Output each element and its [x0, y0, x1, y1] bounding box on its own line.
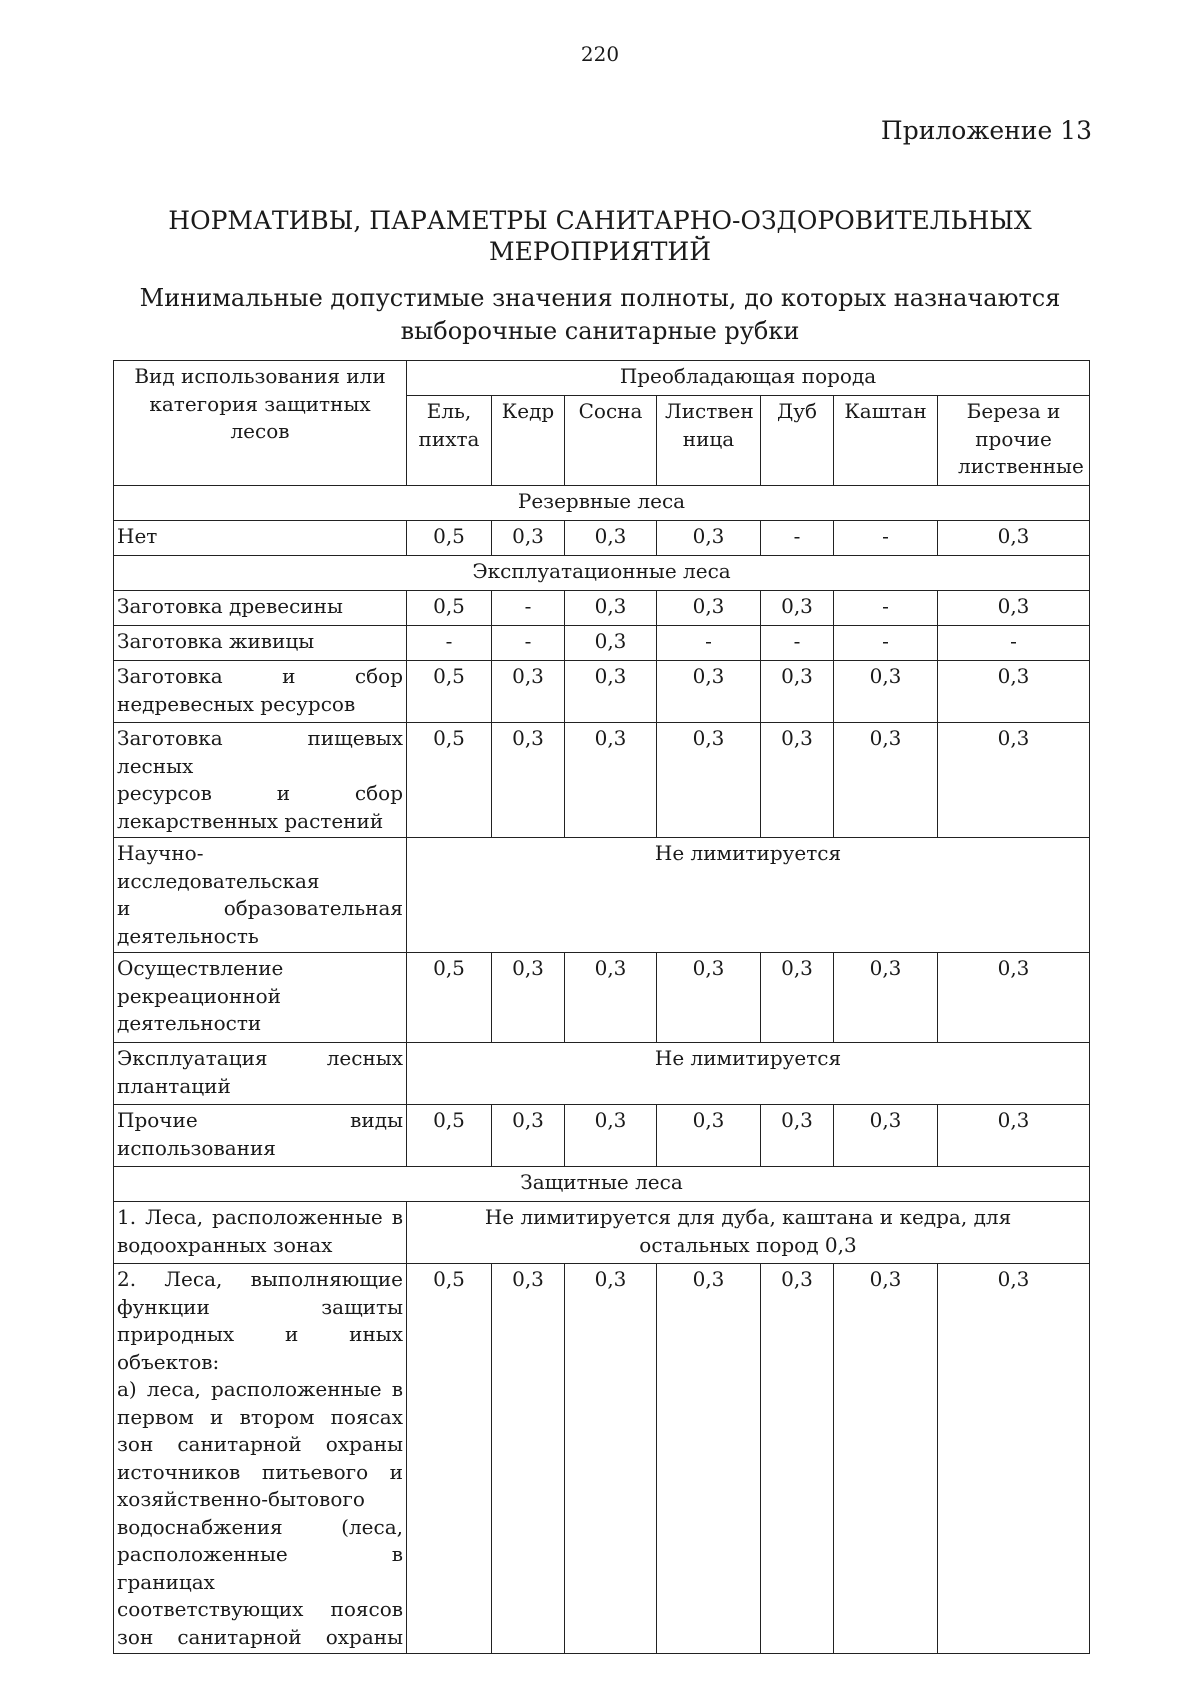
header-row-1 — [114, 361, 1090, 396]
norms-table — [113, 360, 1090, 1654]
value-cell: 0,3 — [761, 591, 834, 626]
value-cell: 0,3 — [657, 661, 761, 723]
value-cell: 0,3 — [492, 723, 565, 838]
row-label-line: водоохранных зонах — [117, 1232, 333, 1257]
row-label-line: водоснабжения (леса, — [117, 1514, 403, 1539]
value-cell: 0,3 — [565, 723, 657, 838]
row-label-line: Осуществление — [117, 956, 284, 980]
value-cell: 0,5 — [407, 953, 492, 1043]
row-label-line: и образовательная — [117, 896, 403, 920]
value-cell: 0,5 — [407, 1264, 492, 1654]
value-cell: - — [761, 626, 834, 661]
row-label-line: объектов: — [117, 1349, 220, 1374]
row-label: Заготовка живицы — [114, 626, 407, 661]
row-label-line: ресурсов и сбор — [117, 781, 403, 805]
value-cell: 0,3 — [492, 521, 565, 556]
row-label-line: использования — [117, 1135, 276, 1160]
value-cell: 0,3 — [565, 1105, 657, 1167]
value-cell: 0,3 — [761, 661, 834, 723]
section-exploitation-forests: Эксплуатационные леса — [114, 556, 1090, 591]
not-limited-cell: Не лимитируется — [407, 1043, 1090, 1105]
value-cell: - — [834, 521, 938, 556]
row-label — [114, 838, 407, 953]
row-label-line: зон санитарной охраны — [117, 1624, 403, 1649]
header-species: Ель, пихта — [407, 396, 492, 486]
value-cell: - — [938, 626, 1090, 661]
row-label-line: хозяйственно-бытового — [117, 1487, 365, 1511]
value-cell: - — [834, 591, 938, 626]
table-row — [114, 591, 1090, 626]
row-label — [114, 723, 407, 838]
table-row — [114, 1105, 1090, 1167]
value-cell: - — [492, 591, 565, 626]
subtitle-line-1: Минимальные допустимые значения полноты, до которых назначаются — [139, 284, 1061, 312]
row-label-line: Заготовка пищевых лесных — [117, 726, 403, 778]
value-cell: - — [761, 521, 834, 556]
row-label-line: первом и втором поясах — [117, 1404, 403, 1429]
value-cell: 0,3 — [938, 521, 1090, 556]
appendix-label: Приложение 13 — [880, 116, 1092, 145]
row-label-line: Заготовка и сбор — [117, 664, 403, 688]
value-cell: 0,3 — [761, 723, 834, 838]
header-species: Сосна — [565, 396, 657, 486]
row-label — [114, 1043, 407, 1105]
row-label: Заготовка древесины — [114, 591, 407, 626]
row-label: Нет — [114, 521, 407, 556]
value-cell: - — [407, 626, 492, 661]
header-usage-type: Вид использования или категория защитных лесов — [114, 361, 407, 486]
header-species: Кедр — [492, 396, 565, 486]
value-cell: 0,3 — [492, 1105, 565, 1167]
value-cell: 0,3 — [565, 1264, 657, 1654]
table-row — [114, 723, 1090, 838]
title-line-2: МЕРОПРИЯТИЙ — [488, 237, 712, 266]
water-zone-note: Не лимитируется для дуба, каштана и кедра, для остальных пород 0,3 — [407, 1202, 1090, 1264]
row-label — [114, 953, 407, 1043]
value-cell: 0,3 — [761, 1264, 834, 1654]
value-cell: 0,5 — [407, 591, 492, 626]
row-label — [114, 661, 407, 723]
value-cell: 0,3 — [657, 591, 761, 626]
row-label-line: лекарственных растений — [117, 808, 384, 833]
row-label-line: деятельности — [117, 1011, 262, 1035]
value-cell: 0,3 — [492, 1264, 565, 1654]
section-row — [114, 556, 1090, 591]
value-cell: 0,3 — [938, 661, 1090, 723]
row-label-line: Прочие виды — [117, 1108, 403, 1132]
page-number: 220 — [580, 42, 620, 66]
table-row — [114, 521, 1090, 556]
value-cell: 0,5 — [407, 1105, 492, 1167]
row-label-line: расположенные в границах — [117, 1542, 403, 1594]
value-cell: 0,3 — [565, 521, 657, 556]
row-label — [114, 1264, 407, 1654]
value-cell: - — [657, 626, 761, 661]
value-cell: 0,3 — [657, 953, 761, 1043]
table-row — [114, 1202, 1090, 1264]
value-cell: 0,3 — [492, 661, 565, 723]
value-cell: 0,3 — [657, 723, 761, 838]
header-species: Дуб — [761, 396, 834, 486]
row-label-line: природных и иных — [117, 1322, 403, 1346]
value-cell: 0,3 — [938, 1105, 1090, 1167]
row-label — [114, 1105, 407, 1167]
section-row — [114, 1167, 1090, 1202]
value-cell: 0,3 — [657, 1264, 761, 1654]
table-row — [114, 661, 1090, 723]
row-label-line: Эксплуатация лесных — [117, 1046, 403, 1070]
row-label-line: источников питьевого и — [117, 1459, 403, 1484]
value-cell: 0,3 — [565, 661, 657, 723]
row-label-line: функции защиты — [117, 1294, 403, 1319]
row-label-line: недревесных ресурсов — [117, 691, 356, 716]
row-label-line: рекреационной — [117, 983, 281, 1008]
subtitle-line-2: выборочные санитарные рубки — [400, 317, 800, 345]
page-title — [0, 205, 1200, 267]
value-cell: - — [492, 626, 565, 661]
value-cell: 0,3 — [657, 521, 761, 556]
value-cell: 0,3 — [565, 591, 657, 626]
value-cell: 0,3 — [834, 1105, 938, 1167]
header-species: Каштан — [834, 396, 938, 486]
table-row — [114, 1043, 1090, 1105]
title-line-1: НОРМАТИВЫ, ПАРАМЕТРЫ САНИТАРНО-ОЗДОРОВИТЕЛЬНЫХ — [168, 206, 1032, 235]
value-cell: 0,3 — [938, 1264, 1090, 1654]
value-cell: 0,3 — [938, 953, 1090, 1043]
value-cell: 0,3 — [657, 1105, 761, 1167]
section-row — [114, 486, 1090, 521]
section-protective-forests: Защитные леса — [114, 1167, 1090, 1202]
row-label-line: зон санитарной охраны — [117, 1432, 403, 1456]
value-cell: 0,3 — [938, 723, 1090, 838]
row-label-line: деятельность — [117, 923, 259, 948]
header-species: Береза и прочие лиственные — [938, 396, 1090, 486]
value-cell: - — [834, 626, 938, 661]
table-row — [114, 626, 1090, 661]
value-cell: 0,3 — [565, 626, 657, 661]
row-label-line: 2. Леса, выполняющие — [117, 1267, 403, 1291]
row-label-line: 1. Леса, расположенные в — [117, 1205, 403, 1229]
section-reserve-forests: Резервные леса — [114, 486, 1090, 521]
value-cell: 0,3 — [834, 661, 938, 723]
value-cell: 0,5 — [407, 521, 492, 556]
row-label-line: соответствующих поясов — [117, 1597, 403, 1621]
page-subtitle — [0, 282, 1200, 348]
value-cell: 0,3 — [565, 953, 657, 1043]
row-label — [114, 1202, 407, 1264]
value-cell: 0,3 — [761, 953, 834, 1043]
value-cell: 0,5 — [407, 723, 492, 838]
value-cell: 0,3 — [834, 723, 938, 838]
row-label-line: Научно-исследовательская — [117, 841, 320, 893]
row-label-line: а) леса, расположенные в — [117, 1377, 403, 1401]
value-cell: 0,5 — [407, 661, 492, 723]
value-cell: 0,3 — [834, 953, 938, 1043]
value-cell: 0,3 — [492, 953, 565, 1043]
table-row — [114, 838, 1090, 953]
header-prevailing-species: Преобладающая порода — [407, 361, 1090, 396]
not-limited-cell: Не лимитируется — [407, 838, 1090, 953]
table-row — [114, 1264, 1090, 1654]
row-label-line: плантаций — [117, 1073, 231, 1098]
value-cell: 0,3 — [834, 1264, 938, 1654]
header-species: Листвен ница — [657, 396, 761, 486]
value-cell: 0,3 — [761, 1105, 834, 1167]
value-cell: 0,3 — [938, 591, 1090, 626]
table-row — [114, 953, 1090, 1043]
